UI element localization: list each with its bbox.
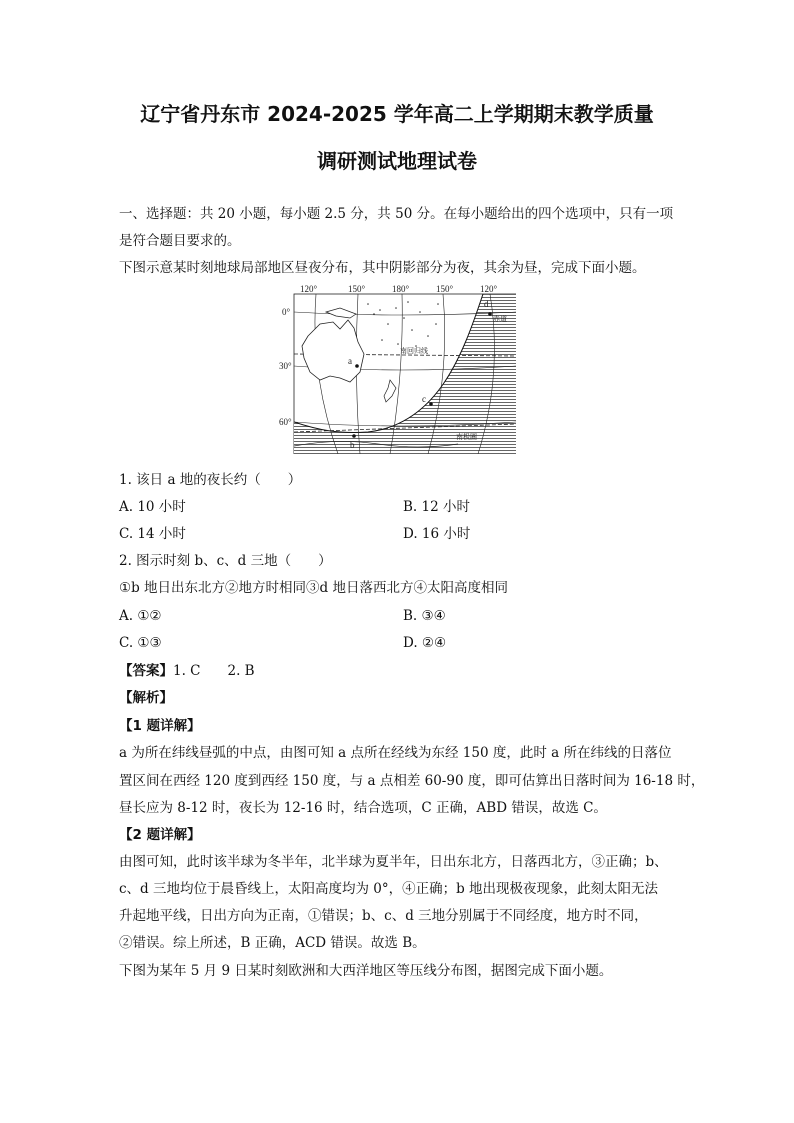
- point-c-label: c: [422, 394, 426, 404]
- lon-label: 150°: [436, 284, 454, 294]
- point-a: [355, 364, 359, 368]
- question-2-stem: 2. 图示时刻 b、c、d 三地（ ）: [119, 553, 332, 569]
- lat-label: 30°: [279, 361, 292, 371]
- lon-label: 120°: [480, 284, 498, 294]
- detail-2-line: ②错误。综上所述，B 正确，ACD 错误。故选 B。: [119, 935, 426, 951]
- q2-option-d: D. ②④: [403, 635, 447, 651]
- q2-option-a: A. ①②: [119, 608, 162, 624]
- answer-text: 1. C 2. B: [173, 663, 255, 679]
- q1-option-b: B. 12 小时: [403, 499, 470, 515]
- q2-option-b: B. ③④: [403, 608, 446, 624]
- answer-label: 【答案】: [119, 663, 173, 679]
- detail-2-line: c、d 三地均位于晨昏线上，太阳高度均为 0°，④正确；b 地出现极夜现象，此刻太阳无法: [119, 881, 659, 897]
- next-map-intro: 下图为某年 5 月 9 日某时刻欧洲和大西洋地区等压线分布图，据图完成下面小题。: [119, 963, 613, 979]
- point-b-label: b: [350, 440, 355, 450]
- question-1-stem: 1. 该日 a 地的夜长约（ ）: [119, 472, 302, 488]
- detail-2-line: 升起地平线，日出方向为正南，①错误；b、c、d 三地分别属于不同经度，地方时不同，: [119, 908, 648, 924]
- point-c: [429, 402, 433, 406]
- point-b: [352, 434, 356, 438]
- lon-label: 120°: [300, 284, 318, 294]
- paper-title-line1: 辽宁省丹东市 2024-2025 学年高二上学期期末教学质量: [140, 102, 654, 126]
- lon-label: 150°: [348, 284, 366, 294]
- q1-option-d: D. 16 小时: [403, 526, 471, 542]
- analysis-label: 【解析】: [119, 690, 173, 706]
- detail-1-title: 【1 题详解】: [119, 718, 201, 734]
- lon-label: 180°: [392, 284, 410, 294]
- q1-option-a: A. 10 小时: [119, 499, 186, 515]
- equator-label: 赤道: [493, 315, 507, 323]
- detail-1-line: a 为所在纬线昼弧的中点，由图可知 a 点所在经线为东经 150 度，此时 a 所在纬线的日落位: [119, 745, 672, 761]
- map-intro: 下图示意某时刻地球局部地区昼夜分布，其中阴影部分为夜，其余为昼，完成下面小题。: [119, 260, 646, 276]
- q2-option-c: C. ①③: [119, 635, 162, 651]
- detail-1-line: 置区间在西经 120 度到西经 150 度，与 a 点相差 60-90 度，即可估算出日落时间为 16-18 时，: [119, 773, 705, 789]
- lat-label: 0°: [282, 307, 291, 317]
- question-2-statements: ①b 地日出东北方②地方时相同③d 地日落西北方④太阳高度相同: [119, 580, 508, 596]
- q1-option-c: C. 14 小时: [119, 526, 186, 542]
- paper-title-line2: 调研测试地理试卷: [317, 149, 477, 173]
- answer-line: [119, 661, 255, 681]
- tropic-label: 南回归线: [400, 347, 428, 355]
- detail-2-title: 【2 题详解】: [119, 827, 201, 843]
- antarctic-label: 南极圈: [456, 433, 477, 441]
- detail-2-line: 由图可知，此时该半球为冬半年，北半球为夏半年，日出东北方，日落西北方，③正确；b、: [119, 854, 668, 870]
- point-d: [488, 312, 492, 316]
- section-heading-cont: 是符合题目要求的。: [119, 233, 241, 249]
- section-heading: 一、选择题：共 20 小题，每小题 2.5 分，共 50 分。在每小题给出的四个选项中，只有一项: [119, 206, 674, 222]
- detail-1-line: 昼长应为 8-12 时，夜长为 12-16 时，结合选项，C 正确，ABD 错误，故选 C。: [119, 800, 607, 816]
- lat-label: 60°: [279, 417, 292, 427]
- point-d-label: d: [484, 299, 489, 309]
- day-night-map: [278, 284, 516, 454]
- point-a-label: a: [348, 356, 352, 366]
